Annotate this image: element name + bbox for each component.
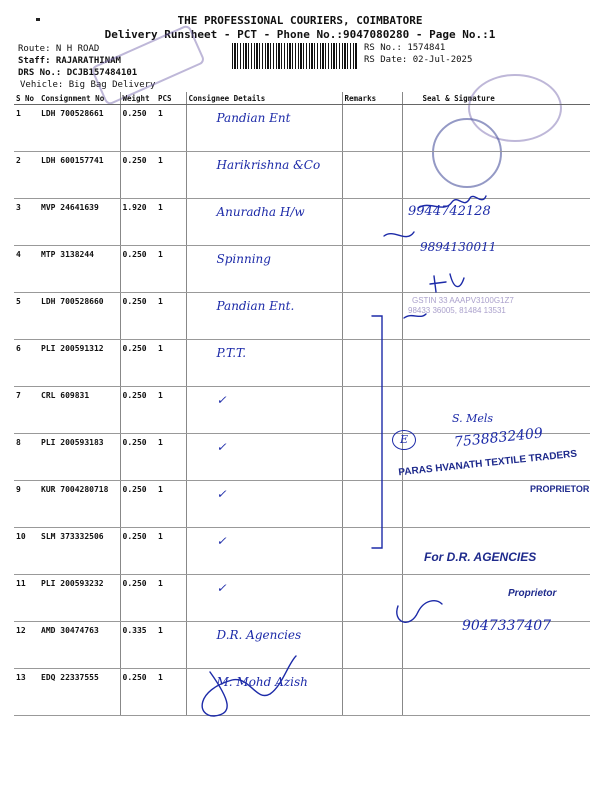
cell-weight: 0.250 xyxy=(120,387,156,434)
cell-pcs: 1 xyxy=(156,481,186,528)
cell-consignment-no: CRL 609831 xyxy=(39,387,120,434)
cell-sno: 13 xyxy=(14,669,39,716)
cell-pcs: 1 xyxy=(156,246,186,293)
cell-consignee: ✓ xyxy=(186,481,342,528)
cell-sno: 1 xyxy=(14,105,39,152)
cell-consignment-no: LDH 700528660 xyxy=(39,293,120,340)
cell-sno: 2 xyxy=(14,152,39,199)
cell-consignee: ✓ xyxy=(186,575,342,622)
rs-number: RS No.: 1574841 xyxy=(364,43,446,53)
cell-consignee: ✓ xyxy=(186,528,342,575)
signature-phone-row3: 9944742128 xyxy=(408,204,491,219)
col-header-remarks: Remarks xyxy=(342,92,402,105)
col-header-weight: Weight xyxy=(120,92,156,105)
signature-phone-row4: 9894130011 xyxy=(420,240,497,254)
cell-pcs: 1 xyxy=(156,199,186,246)
cell-pcs: 1 xyxy=(156,293,186,340)
cell-consignee: ✓ xyxy=(186,387,342,434)
stamp-proprietor-row12: Proprietor xyxy=(508,588,557,599)
cell-pcs: 1 xyxy=(156,387,186,434)
cell-sno: 3 xyxy=(14,199,39,246)
signature-phone-row9: 7538832409 xyxy=(453,425,544,451)
stamp-proprietor-row10: PROPRIETOR xyxy=(530,484,590,494)
cell-sno: 6 xyxy=(14,340,39,387)
cell-weight: 0.250 xyxy=(120,293,156,340)
drs-text: DRS No.: DCJB157484101 xyxy=(18,68,138,78)
cell-pcs: 1 xyxy=(156,152,186,199)
col-header-seal: Seal & Signature xyxy=(402,92,590,105)
cell-sno: 4 xyxy=(14,246,39,293)
cell-consignment-no: PLI 200593232 xyxy=(39,575,120,622)
cell-pcs: 1 xyxy=(156,575,186,622)
cell-consignment-no: MVP 24641639 xyxy=(39,199,120,246)
cell-consignment-no: KUR 7004280718 xyxy=(39,481,120,528)
col-header-sno: S No xyxy=(14,92,39,105)
route-text: Route: N H ROAD xyxy=(18,44,100,54)
cell-weight: 0.250 xyxy=(120,669,156,716)
cell-weight: 0.250 xyxy=(120,152,156,199)
stamp-text-row5-line1: GSTIN 33 AAAPV3100G1Z7 xyxy=(412,296,514,305)
stamp-dr-agencies: For D.R. AGENCIES xyxy=(424,550,537,564)
signature-scribble-row4 xyxy=(384,232,414,237)
cell-consignment-no: PLI 200591312 xyxy=(39,340,120,387)
col-header-pcs: PCS xyxy=(156,92,186,105)
circled-mark-row9: E xyxy=(392,430,416,450)
cell-consignment-no: SLM 373332506 xyxy=(39,528,120,575)
col-header-consignment: Consignment No xyxy=(39,92,120,105)
cell-consignment-no: AMD 30474763 xyxy=(39,622,120,669)
cell-consignee: Harikrishna &Co xyxy=(186,152,342,199)
page-title: THE PROFESSIONAL COURIERS, COIMBATORE xyxy=(177,14,423,27)
vehicle-text: Vehicle: Big Bag Delivery xyxy=(20,80,156,90)
rs-date: RS Date: 02-Jul-2025 xyxy=(364,55,473,65)
signature-scribble-row13 xyxy=(397,601,442,623)
cell-consignment-no: MTP 3138244 xyxy=(39,246,120,293)
signature-scribble-row5 xyxy=(430,274,464,292)
cell-sno: 12 xyxy=(14,622,39,669)
cell-weight: 0.250 xyxy=(120,105,156,152)
stamp-paras-textile: PARAS HVANATH TEXTILE TRADERS xyxy=(397,448,578,479)
col-header-consignee: Consignee Details xyxy=(186,92,342,105)
cell-sno: 9 xyxy=(14,481,39,528)
cell-weight: 0.250 xyxy=(120,575,156,622)
cell-consignment-no: EDQ 22337555 xyxy=(39,669,120,716)
cell-consignee: ✓ xyxy=(186,434,342,481)
cell-pcs: 1 xyxy=(156,622,186,669)
cell-pcs: 1 xyxy=(156,669,186,716)
cell-consignee: Pandian Ent xyxy=(186,105,342,152)
cell-consignee: Spinning xyxy=(186,246,342,293)
cell-weight: 0.250 xyxy=(120,246,156,293)
runsheet-subtitle: Delivery Runsheet - PCT - Phone No.:9047080280 - Page No.:1 xyxy=(104,28,496,41)
cell-sno: 5 xyxy=(14,293,39,340)
signature-scribble-row6 xyxy=(404,314,426,318)
cell-pcs: 1 xyxy=(156,434,186,481)
cell-consignee: P.T.T. xyxy=(186,340,342,387)
cell-pcs: 1 xyxy=(156,528,186,575)
cell-sno: 10 xyxy=(14,528,39,575)
cell-sno: 11 xyxy=(14,575,39,622)
staff-text: Staff: RAJARATHINAM xyxy=(18,56,121,66)
cell-weight: 0.250 xyxy=(120,528,156,575)
cell-weight: 0.250 xyxy=(120,340,156,387)
signature-scribble-bottom xyxy=(202,656,296,716)
signature-name-row8: S. Mels xyxy=(452,412,494,425)
cell-sno: 7 xyxy=(14,387,39,434)
signature-phone-row13: 9047337407 xyxy=(462,618,552,634)
cell-weight: 0.250 xyxy=(120,481,156,528)
cell-pcs: 1 xyxy=(156,105,186,152)
cell-consignee: Pandian Ent. xyxy=(186,293,342,340)
cell-weight: 0.335 xyxy=(120,622,156,669)
cell-weight: 1.920 xyxy=(120,199,156,246)
bracket-line xyxy=(372,316,382,548)
cell-pcs: 1 xyxy=(156,340,186,387)
cell-consignment-no: LDH 700528661 xyxy=(39,105,120,152)
cell-consignee: M. Mohd Azish xyxy=(186,669,342,716)
cell-consignee: D.R. Agencies xyxy=(186,622,342,669)
cell-consignment-no: PLI 200593183 xyxy=(39,434,120,481)
signature-scribble-row3 xyxy=(418,196,486,208)
cell-consignment-no: LDH 600157741 xyxy=(39,152,120,199)
stamp-text-row5-line2: 98433 36005, 81484 13531 xyxy=(408,306,506,315)
cell-consignee: Anuradha H/w xyxy=(186,199,342,246)
cell-sno: 8 xyxy=(14,434,39,481)
cell-weight: 0.250 xyxy=(120,434,156,481)
